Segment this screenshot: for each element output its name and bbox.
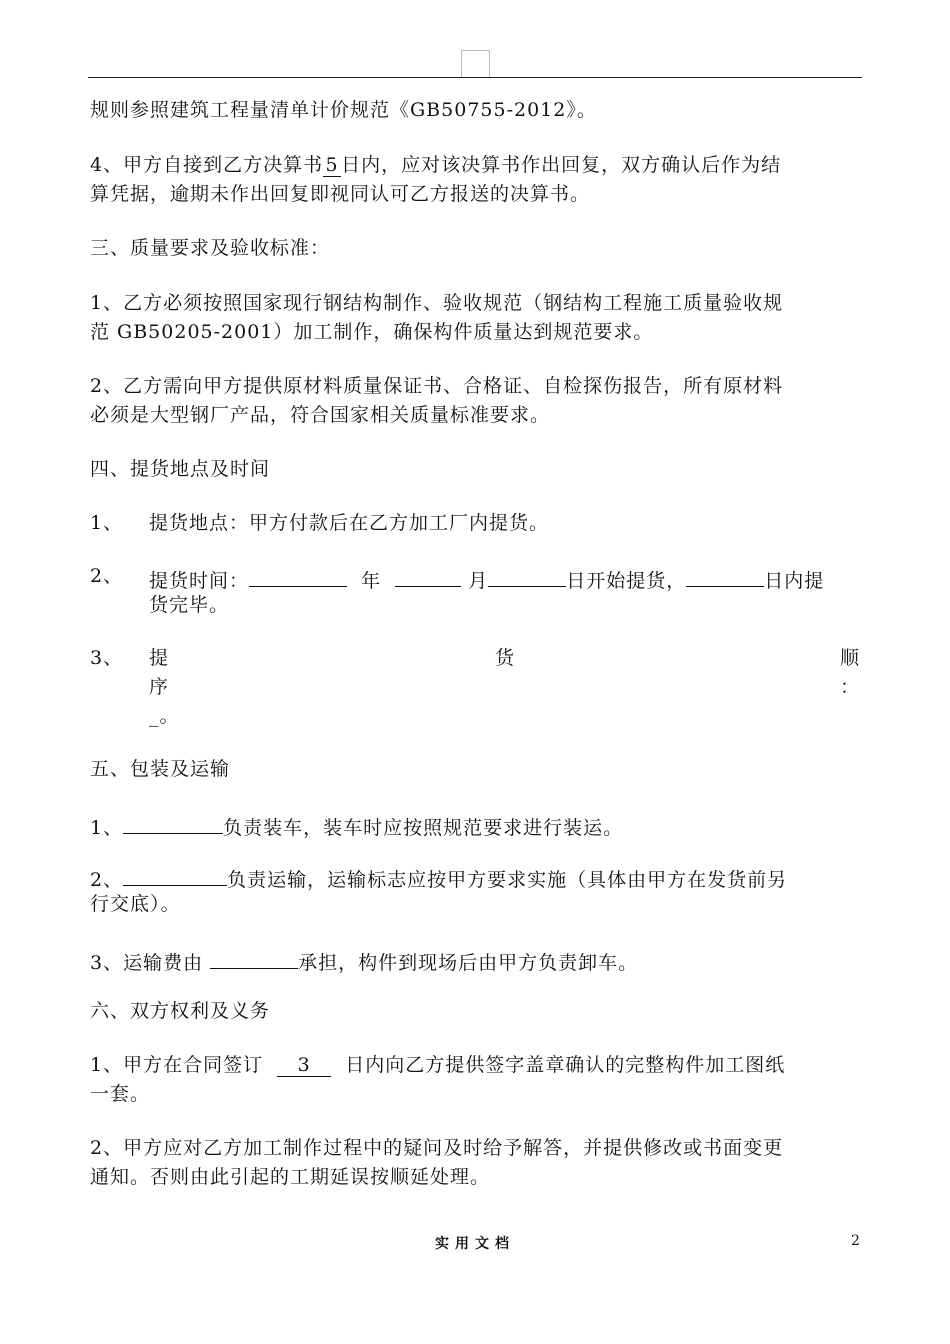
blank-field — [210, 946, 298, 969]
text-line: 3、运输费由 承担，构件到现场后由甲方负责卸车。 — [90, 946, 638, 975]
blank-field — [686, 564, 764, 587]
text-line: 货完毕。 — [149, 594, 230, 616]
text-line: 通知。否则由此引起的工期延误按顺延处理。 — [90, 1166, 491, 1188]
section-heading: 六、双方权利及义务 — [90, 1000, 271, 1022]
text-line: 1、乙方必须按照国家现行钢结构制作、验收规范（钢结构工程施工质量验收规 — [90, 292, 784, 314]
text-line: 一套。 — [90, 1083, 151, 1105]
page-footer: 实用文档 — [435, 1236, 515, 1252]
blank-field — [249, 564, 347, 587]
text-char: 提 — [149, 647, 169, 669]
text-line: 提货地点：甲方付款后在乙方加工厂内提货。 — [149, 512, 550, 534]
blank-field — [488, 564, 566, 587]
text-line: 必须是大型钢厂产品，符合国家相关质量标准要求。 — [90, 404, 551, 426]
blank-field — [123, 863, 227, 886]
text-line: 2、甲方应对乙方加工制作过程中的疑问及时给予解答，并提供修改或书面变更 — [90, 1137, 784, 1159]
text-char: 顺 — [840, 647, 860, 669]
text-line: 2、 负责运输，运输标志应按甲方要求实施（具体由甲方在发货前另 — [90, 863, 787, 892]
text-line: 行交底）。 — [90, 893, 181, 915]
text-char: 序 — [149, 676, 169, 698]
text-line: 1、甲方在合同签订 3 日内向乙方提供签字盖章确认的完整构件加工图纸 — [90, 1054, 786, 1076]
text-line: 范 GB50205-2001）加工制作，确保构件质量达到规范要求。 — [90, 321, 654, 343]
days-field: 5 — [323, 154, 341, 177]
list-number: 2、 — [90, 565, 124, 587]
list-number: 3、 — [90, 647, 124, 669]
header-rule — [88, 77, 862, 78]
blank-field — [395, 564, 461, 587]
text-line: 4、甲方自接到乙方决算书 5 日内，应对该决算书作出回复，双方确认后作为结 — [90, 154, 782, 176]
header-mark — [461, 50, 490, 78]
text-line: 1、 负责装车，装车时应按照规范要求进行装运。 — [90, 811, 623, 840]
section-heading: 四、提货地点及时间 — [90, 458, 271, 480]
text-char: 货 — [495, 647, 515, 669]
blank-field — [123, 811, 223, 834]
text-line: 2、乙方需向甲方提供原材料质量保证书、合格证、自检探伤报告，所有原材料 — [90, 375, 784, 397]
section-heading: 三、质量要求及验收标准： — [90, 237, 331, 259]
text-line: 算凭据，逾期未作出回复即视同认可乙方报送的决算书。 — [90, 183, 591, 205]
text-line: 提货时间： 年 月 日开始提货， 日内提 — [149, 564, 824, 593]
list-number: 1、 — [90, 512, 124, 534]
text-line: 规则参照建筑工程量清单计价规范《GB50755-2012》。 — [90, 99, 597, 121]
days-field: 3 — [277, 1054, 331, 1077]
text-line: _。 — [149, 705, 180, 727]
text-char: ： — [840, 676, 860, 698]
section-heading: 五、包装及运输 — [90, 758, 231, 780]
page-number: 2 — [851, 1233, 860, 1249]
